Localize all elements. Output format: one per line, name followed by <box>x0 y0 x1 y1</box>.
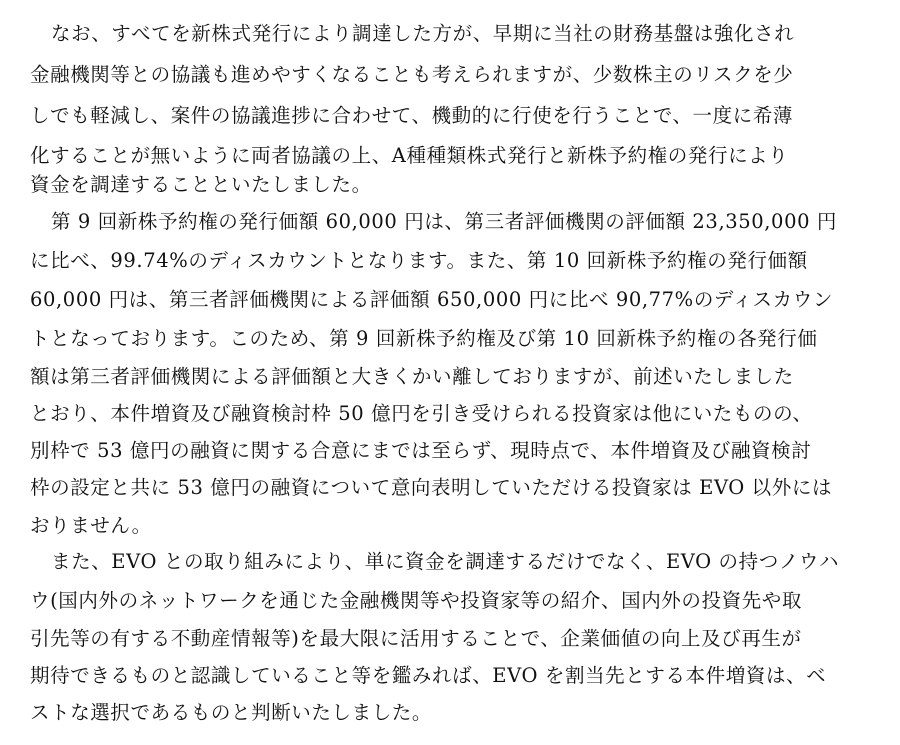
text-line: 第 9 回新株予約権の発行価額 60,000 円は、第三者評価機関の評価額 23,350,000 円 <box>51 210 837 233</box>
text-line: ストな選択であるものと判断いたしました。 <box>30 701 433 724</box>
text-line: に比べ、99.74%のディスカウントとなります。また、第 10 回新株予約権の発行価額 <box>30 249 808 272</box>
text-line: しでも軽減し、案件の協議進捗に合わせて、機動的に行使を行うことで、一度に希薄 <box>30 104 794 127</box>
text-line: 引先等の有する不動産情報等)を最大限に活用することで、企業価値の向上及び再生が <box>30 627 802 650</box>
text-line: 化することが無いように両者協議の上、A種種類株式発行と新株予約権の発行により <box>30 144 789 167</box>
text-line: トとなっております。このため、第 9 回新株予約権及び第 10 回新株予約権の各発行価 <box>30 327 818 350</box>
text-line: なお、すべてを新株式発行により調達した方が、早期に当社の財務基盤は強化され <box>51 22 795 45</box>
text-line: 額は第三者評価機関による評価額と大きくかい離しておりますが、前述いたしました <box>30 365 794 388</box>
text-line: 期待できるものと認識していること等を鑑みれば、EVO を割当先とする本件増資は、ベ <box>30 664 827 687</box>
text-line: 60,000 円は、第三者評価機関による評価額 650,000 円に比べ 90,77%のディスカウン <box>30 288 833 311</box>
text-line: 枠の設定と共に 53 億円の融資について意向表明していただける投資家は EVO 以外には <box>30 476 833 499</box>
text-line: 資金を調達することといたしました。 <box>30 173 372 196</box>
text-line: おりません。 <box>30 514 152 537</box>
text-line: とおり、本件増資及び融資検討枠 50 億円を引き受けられる投資家は他にいたものの、 <box>30 402 813 425</box>
text-line: 金融機関等との協議も進めやすくなることも考えられますが、少数株主のリスクを少 <box>30 63 794 86</box>
text-line: ウ(国内外のネットワークを通じた金融機関等や投資家等の紹介、国内外の投資先や取 <box>30 589 803 612</box>
text-line: 別枠で 53 億円の融資に関する合意にまでは至らず、現時点で、本件増資及び融資検討 <box>30 439 812 462</box>
text-line: また、EVO との取り組みにより、単に資金を調達するだけでなく、EVO の持つノウハ <box>51 550 840 573</box>
